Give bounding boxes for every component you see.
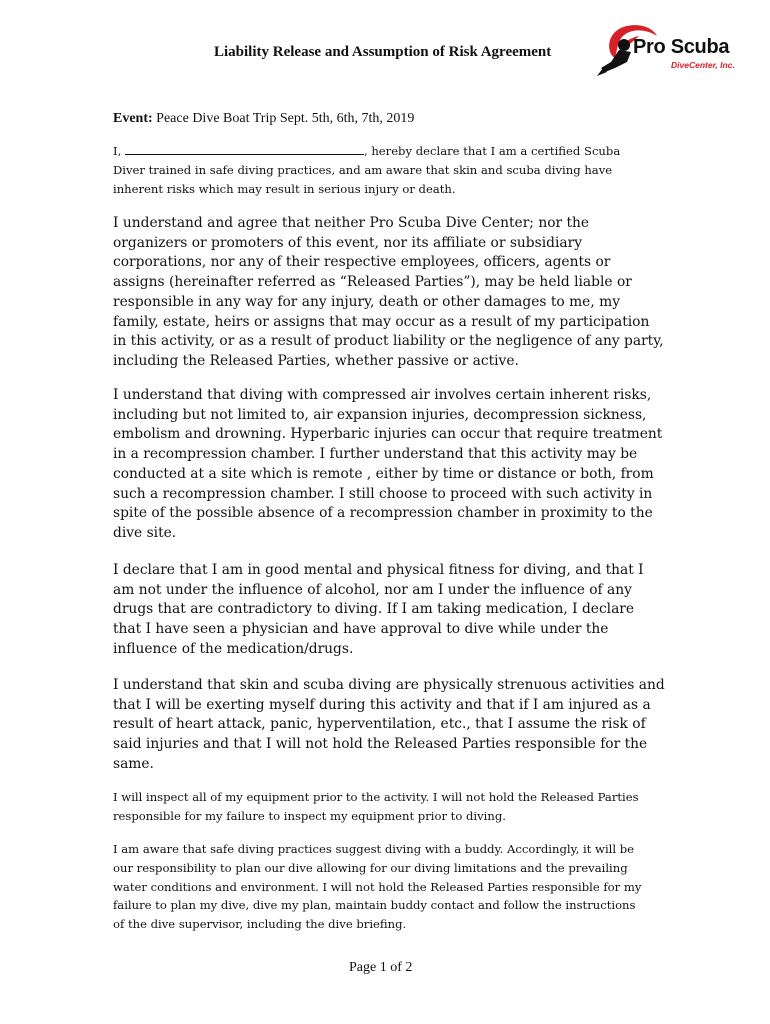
event-value: Peace Dive Boat Trip Sept. 5th, 6th, 7th, 2019 <box>156 111 415 126</box>
document-title: Liability Release and Assumption of Risk Agreement <box>214 44 552 60</box>
logo-subtitle: DiveCenter, Inc. <box>671 60 735 70</box>
buddy-paragraph: I am aware that safe diving practices suggest diving with a buddy. Accordingly, it will be our responsibility to plan our dive allowing for our diving limitations and the prevailing water conditions and environment. I will not hold the Released Parties responsible for my failure to plan my dive, dive my plan, maintain buddy contact and follow the instructions of the dive supervisor, including the dive briefing. <box>113 842 642 932</box>
declaration-prefix: I, <box>113 144 122 158</box>
fitness-paragraph: I declare that I am in good mental and physical fitness for diving, and that I am not under the influence of alcohol, nor am I under the influence of any drugs that are contradictory to diving. If I am taking medication, I declare that I have seen a physician and have approval to dive while under the influence of the medication/drugs. <box>113 562 644 657</box>
page-number: Page 1 of 2 <box>349 960 413 975</box>
declaration-text: , hereby declare that I am a certified Scuba Diver trained in safe diving practices, and am aware that skin and scuba diving have inherent risks which may result in serious injury or death. <box>113 144 621 196</box>
participant-name-field[interactable] <box>125 142 364 155</box>
release-paragraph: I understand and agree that neither Pro Scuba Dive Center; nor the organizers or promoters of this event, nor its affiliate or subsidiary corporations, nor any of their respective employees, officers, agents or assigns (hereinafter referred as “Released Parties”), may be held liable or responsible in any way for any injury, death or other damages to me, my family, estate, heirs or assigns that may occur as a result of my participation in this activity, or as a result of product liability or the negligence of any party, including the Released Parties, whether passive or active. <box>113 215 664 369</box>
company-logo <box>597 22 735 84</box>
strenuous-activity-paragraph: I understand that skin and scuba diving are physically strenuous activities and that I will be exerting myself during this activity and that if I am injured as a result of heart attack, panic, hyperventilation, etc., that I assume the risk of said injuries and that I will not hold the Released Parties responsible for the same. <box>113 677 665 772</box>
event-line <box>113 111 414 127</box>
logo-wordmark: Pro Scuba <box>633 36 730 58</box>
declaration-paragraph <box>113 142 643 198</box>
event-label: Event: <box>113 111 153 126</box>
equipment-paragraph: I will inspect all of my equipment prior to the activity. I will not hold the Released Parties responsible for my failure to inspect my equipment prior to diving. <box>113 790 639 823</box>
risks-paragraph: I understand that diving with compressed air involves certain inherent risks, including but not limited to, air expansion injuries, decompression sickness, embolism and drowning. Hyperbaric injuries can occur that require treatment in a recompression chamber. I further understand that this activity may be conducted at a site which is remote , either by time or distance or both, from such a recompression chamber. I still choose to proceed with such activity in spite of the possible absence of a recompression chamber in proximity to the dive site. <box>113 387 663 541</box>
